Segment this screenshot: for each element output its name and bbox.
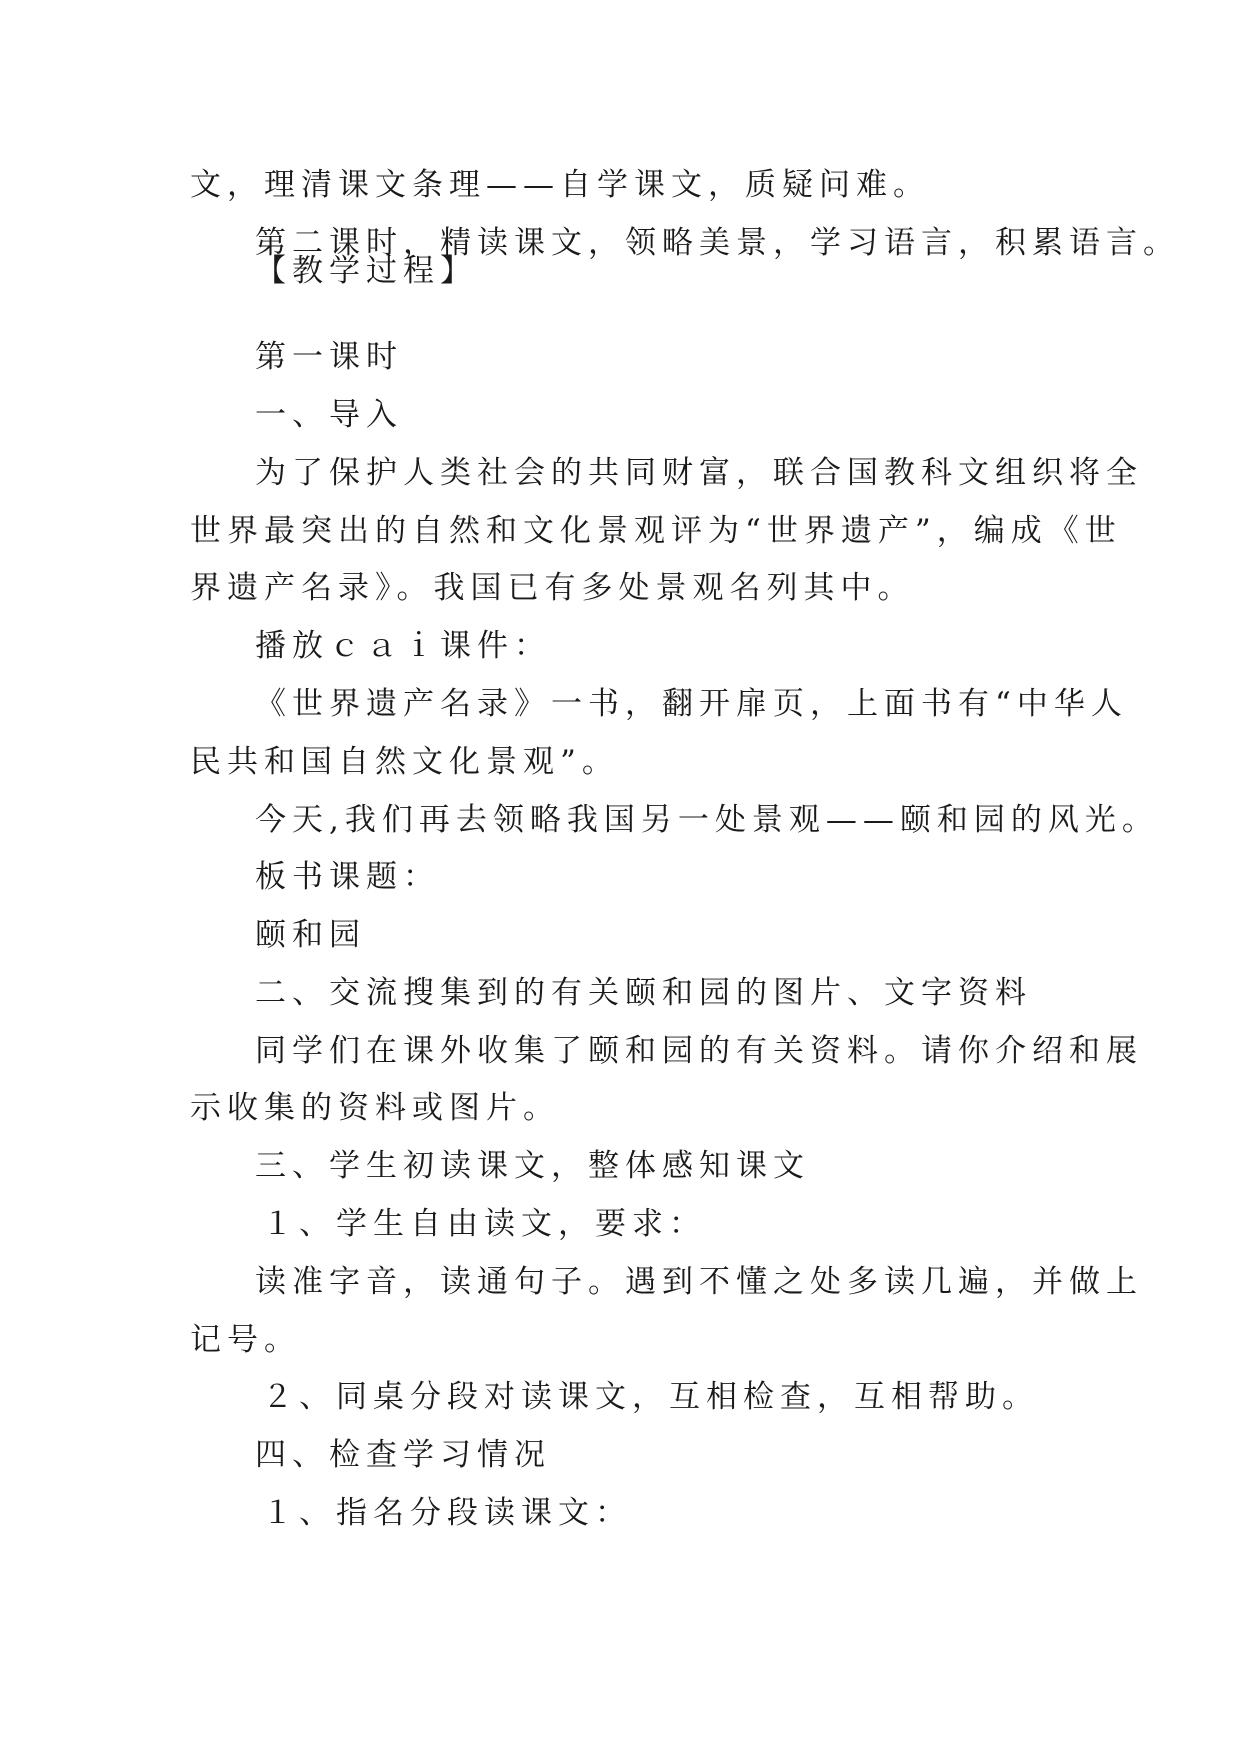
text-line: 今天,我们再去领略我国另一处景观——颐和园的风光。 bbox=[255, 802, 1159, 838]
text-line: 读准字音，读通句子。遇到不懂之处多读几遍，并做上 bbox=[255, 1264, 1143, 1300]
list-item: １、指名分段读课文： bbox=[262, 1495, 632, 1531]
list-item: １、学生自由读文，要求： bbox=[262, 1206, 706, 1242]
list-item: ２、同桌分段对读课文，互相检查，互相帮助。 bbox=[262, 1379, 1039, 1415]
step-heading: 二、交流搜集到的有关颐和园的图片、文字资料 bbox=[255, 975, 1032, 1011]
text-line: 播放ｃａｉ课件： bbox=[255, 628, 551, 664]
text-line: 《世界遗产名录》一书，翻开扉页，上面书有“中华人 bbox=[255, 686, 1128, 722]
text-line: 板书课题： bbox=[255, 859, 440, 895]
text-line: 记号。 bbox=[190, 1322, 301, 1358]
text-line: 第二课时，精读课文，领略美景，学习语言，积累语言。 bbox=[255, 225, 1180, 261]
text-line: 民共和国自然文化景观”。 bbox=[190, 744, 619, 780]
step-heading: 四、检查学习情况 bbox=[255, 1437, 551, 1473]
section-heading: 【教学过程】 bbox=[255, 253, 477, 289]
text-line: 文，理清课文条理——自学课文，质疑问难。 bbox=[190, 167, 930, 203]
text-line: 为了保护人类社会的共同财富，联合国教科文组织将全 bbox=[255, 455, 1143, 491]
text-line: 示收集的资料或图片。 bbox=[190, 1090, 560, 1126]
text-line: 颐和园 bbox=[255, 917, 366, 953]
text-line: 同学们在课外收集了颐和园的有关资料。请你介绍和展 bbox=[255, 1033, 1143, 1069]
lesson-heading: 第一课时 bbox=[255, 339, 403, 375]
text-line: 世界最突出的自然和文化景观评为“世界遗产”，编成《世 bbox=[190, 513, 1122, 549]
step-heading: 三、学生初读课文，整体感知课文 bbox=[255, 1148, 810, 1184]
text-line: 界遗产名录》。我国已有多处景观名列其中。 bbox=[190, 570, 915, 606]
step-heading: 一、导入 bbox=[255, 397, 403, 433]
